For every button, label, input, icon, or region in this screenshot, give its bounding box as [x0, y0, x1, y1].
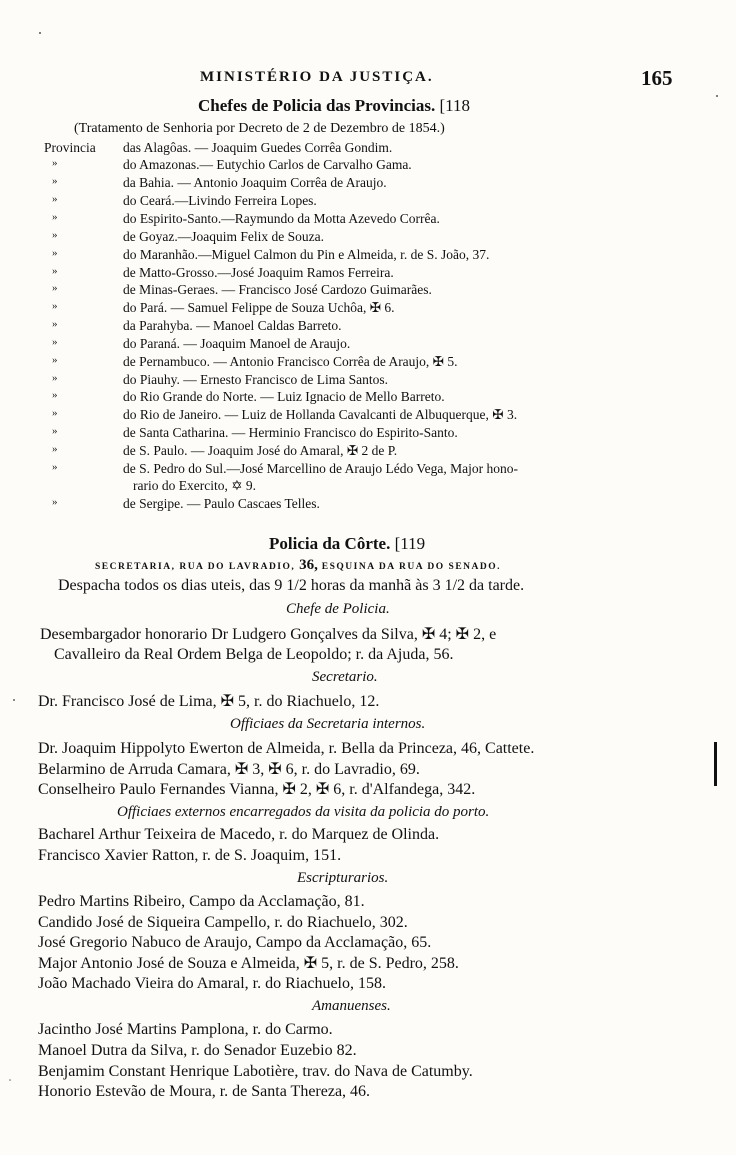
ditto-mark: »	[52, 229, 58, 241]
province-entry: de Minas-Geraes. — Francisco José Cardozo Guimarães.	[123, 282, 432, 297]
province-entry: da Bahia. — Antonio Joaquim Corrêa de Araujo.	[123, 175, 387, 190]
staff-entry: Benjamim Constant Henrique Labotière, trav. do Nava de Catumby.	[38, 1063, 473, 1080]
staff-entry: João Machado Vieira do Amaral, r. do Riachuelo, 158.	[38, 975, 386, 992]
province-entry: do Rio de Janeiro. — Luiz de Hollanda Cavalcanti de Albuquerque, ✠ 3.	[123, 407, 518, 422]
province-entry: do Amazonas.— Eutychio Carlos de Carvalho Gama.	[123, 157, 412, 172]
subsection-heading: Chefe de Policia.	[286, 601, 390, 617]
ditto-mark: »	[52, 443, 58, 455]
ditto-mark: »	[52, 407, 58, 419]
ditto-mark: »	[52, 372, 58, 384]
page-number: 165	[641, 66, 673, 90]
subsection-heading: Escripturarios.	[297, 870, 389, 886]
section-title-text: Chefes de Policia das Provincias.	[198, 96, 436, 115]
staff-entry: Major Antonio José de Souza e Almeida, ✠ 5, r. de S. Pedro, 258.	[38, 955, 459, 972]
subsection-heading: Amanuenses.	[312, 998, 391, 1014]
ditto-mark: »	[52, 282, 58, 294]
subsection-heading: Secretario.	[312, 669, 378, 685]
staff-entry: Dr. Joaquim Hippolyto Ewerton de Almeida, r. Bella da Princeza, 46, Cattete.	[38, 740, 535, 757]
province-entry: do Espirito-Santo.—Raymundo da Motta Azevedo Corrêa.	[123, 211, 440, 226]
ditto-mark: »	[52, 211, 58, 223]
ditto-mark: »	[52, 425, 58, 437]
province-entry: de S. Paulo. — Joaquim José do Amaral, ✠ 2 de P.	[123, 443, 398, 458]
ditto-mark: »	[52, 247, 58, 259]
scan-speck	[13, 699, 15, 701]
province-entry: de Santa Catharina. — Herminio Francisco do Espirito-Santo.	[123, 425, 458, 440]
office-hours: Despacha todos os dias uteis, das 9 1/2 horas da manhã às 3 1/2 da tarde.	[58, 577, 525, 594]
province-entry: rario do Exercito, ✡ 9.	[133, 478, 257, 493]
staff-entry: Desembargador honorario Dr Ludgero Gonçalves da Silva, ✠ 4; ✠ 2, e	[40, 626, 497, 643]
province-entry: de Pernambuco. — Antonio Francisco Corrêa de Araujo, ✠ 5.	[123, 354, 458, 369]
subsection-heading: Officiaes da Secretaria internos.	[230, 716, 426, 732]
staff-entry: Candido José de Siqueira Campello, r. do Riachuelo, 302.	[38, 914, 408, 931]
province-entry: de Goyaz.—Joaquim Felix de Souza.	[123, 229, 324, 244]
staff-entry: Manoel Dutra da Silva, r. do Senador Euzebio 82.	[38, 1042, 357, 1059]
section-reference: [118	[439, 96, 470, 115]
province-entry: do Rio Grande do Norte. — Luiz Ignacio de Mello Barreto.	[123, 389, 445, 404]
ditto-mark: »	[52, 318, 58, 330]
province-entry: do Paraná. — Joaquim Manoel de Araujo.	[123, 336, 351, 351]
staff-entry: Honorio Estevão de Moura, r. de Santa Thereza, 46.	[38, 1083, 371, 1100]
province-entry: do Maranhão.—Miguel Calmon du Pin e Almeida, r. de S. João, 37.	[123, 247, 490, 262]
staff-entry-continuation: Cavalleiro da Real Ordem Belga de Leopoldo; r. da Ajuda, 56.	[54, 646, 454, 663]
address-part: ESQUINA DA RUA DO SENADO.	[321, 562, 502, 572]
scan-speck	[716, 95, 718, 97]
province-entry: do Ceará.—Livindo Ferreira Lopes.	[123, 193, 317, 208]
staff-entry: Conselheiro Paulo Fernandes Vianna, ✠ 2, ✠ 6, r. d'Alfandega, 342.	[38, 781, 476, 798]
address-number: 36,	[299, 557, 318, 573]
ditto-mark: »	[52, 496, 58, 508]
ditto-mark: »	[52, 265, 58, 277]
province-entry: de Matto-Grosso.—José Joaquim Ramos Ferreira.	[123, 265, 394, 280]
running-head: MINISTÉRIO DA JUSTIÇA.	[200, 69, 434, 85]
staff-entry: Bacharel Arthur Teixeira de Macedo, r. do Marquez de Olinda.	[38, 826, 440, 843]
ditto-mark: »	[52, 300, 58, 312]
ditto-mark: »	[52, 193, 58, 205]
province-entry: das Alagôas. — Joaquim Guedes Corrêa Gondim.	[123, 140, 393, 155]
province-entry: de Sergipe. — Paulo Cascaes Telles.	[123, 496, 320, 511]
provincia-label: Provincia	[44, 140, 96, 155]
ditto-mark: »	[52, 389, 58, 401]
province-entry: de S. Pedro do Sul.—José Marcellino de Araujo Lédo Vega, Major hono-	[123, 461, 518, 476]
ditto-mark: »	[52, 157, 58, 169]
province-entry: do Pará. — Samuel Felippe de Souza Uchôa, ✠ 6.	[123, 300, 395, 315]
ditto-mark: »	[52, 175, 58, 187]
scan-speck	[9, 1079, 11, 1081]
staff-entry: Francisco Xavier Ratton, r. de S. Joaquim, 151.	[38, 847, 342, 864]
ditto-mark: »	[52, 336, 58, 348]
scan-speck	[39, 32, 41, 34]
staff-entry: Belarmino de Arruda Camara, ✠ 3, ✠ 6, r. do Lavradio, 69.	[38, 761, 420, 778]
ditto-mark: »	[52, 461, 58, 473]
province-entry: do Piauhy. — Ernesto Francisco de Lima Santos.	[123, 372, 388, 387]
ditto-mark: »	[52, 354, 58, 366]
staff-entry: Jacintho José Martins Pamplona, r. do Carmo.	[38, 1021, 333, 1038]
staff-entry: Dr. Francisco José de Lima, ✠ 5, r. do Riachuelo, 12.	[38, 693, 380, 710]
staff-entry: Pedro Martins Ribeiro, Campo da Acclamação, 81.	[38, 893, 365, 910]
subsection-heading: Officiaes externos encarregados da visita da policia do porto.	[117, 804, 490, 820]
staff-entry: José Gregorio Nabuco de Araujo, Campo da Acclamação, 65.	[38, 934, 432, 951]
treatment-note: (Tratamento de Senhoria por Decreto de 2 de Dezembro de 1854.)	[74, 121, 445, 136]
address-part: SECRETARIA, RUA DO LAVRADIO,	[95, 562, 296, 572]
section-reference: [119	[394, 534, 426, 553]
section-title-text: Policia da Côrte.	[269, 534, 391, 553]
province-entry: da Parahyba. — Manoel Caldas Barreto.	[123, 318, 342, 333]
